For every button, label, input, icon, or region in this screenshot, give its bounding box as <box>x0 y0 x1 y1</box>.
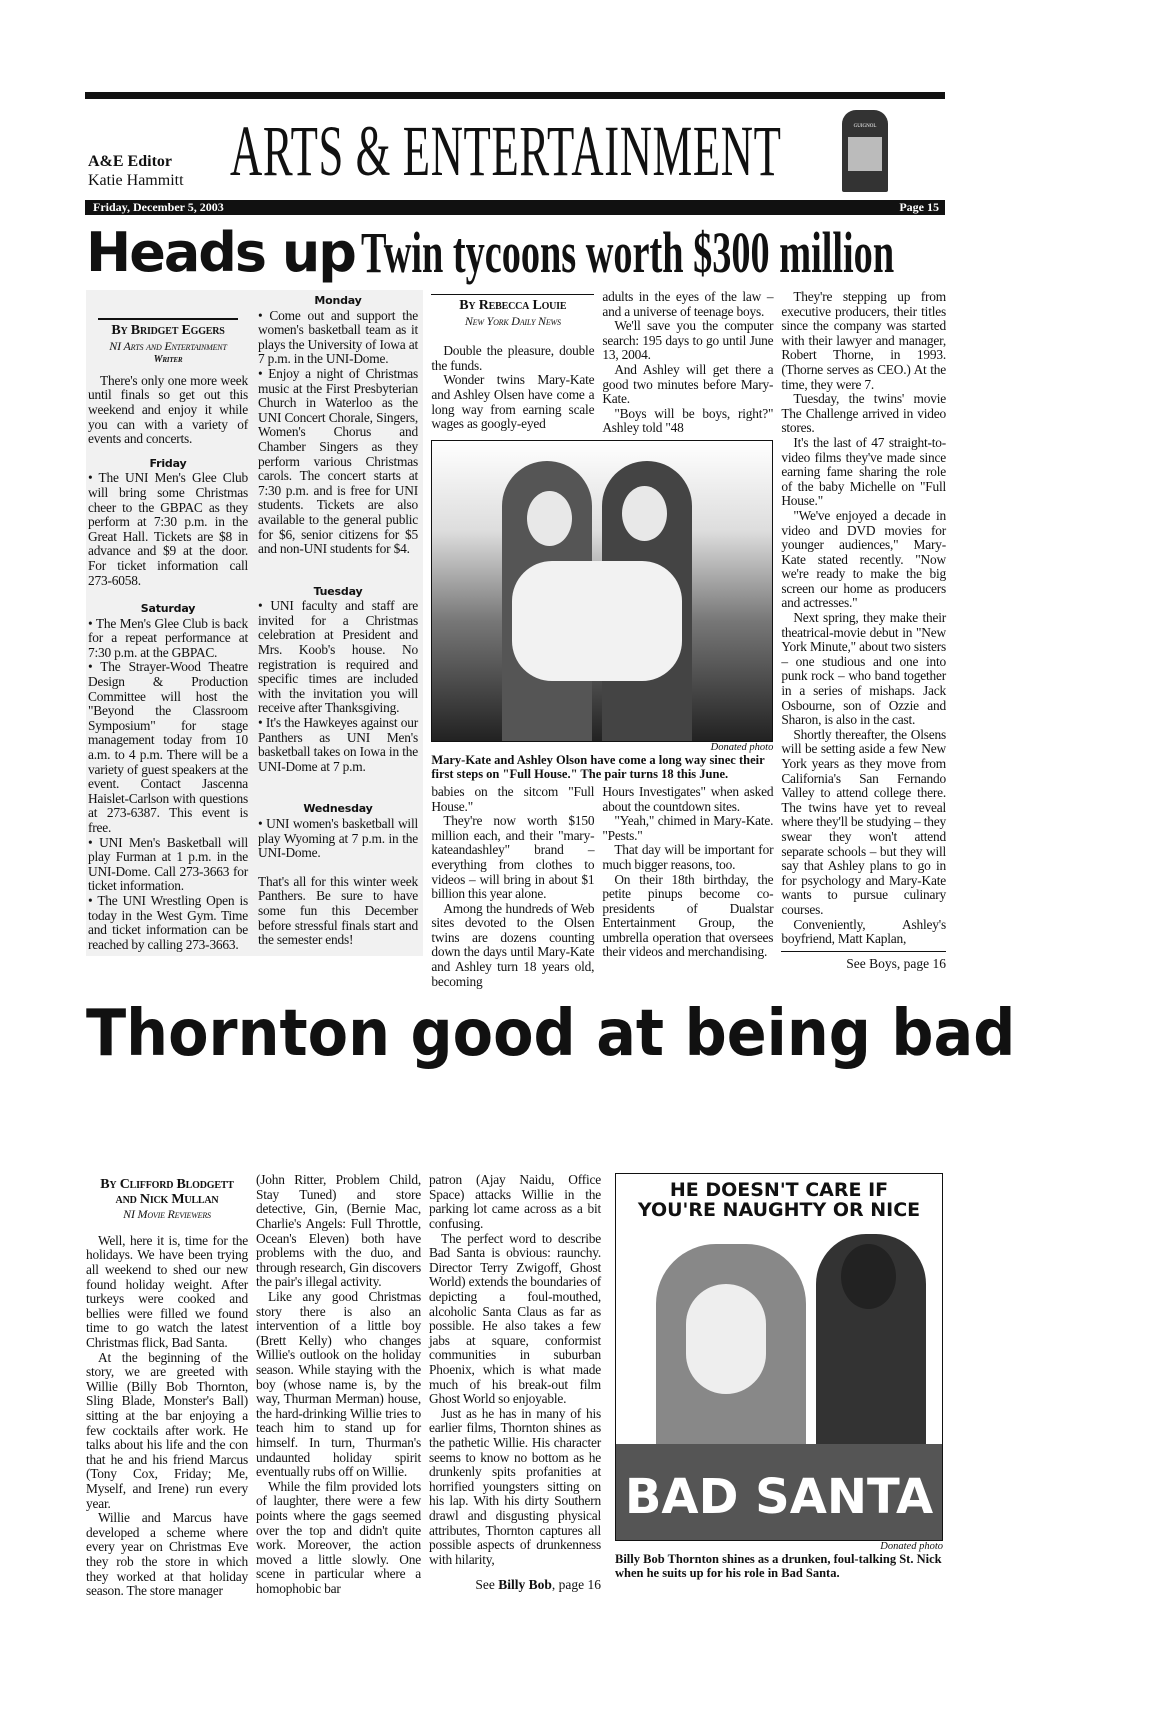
event-item: • UNI women's basketball will play Wyoming at 7 p.m. in the UNI-Dome. <box>258 816 418 861</box>
olsen-twins-photo <box>431 440 773 742</box>
paragraph: They're now worth $150 million each, and their "mary-kateandashley" brand – everything from clothes to videos – will bring in about $1 billion this year alone. <box>431 813 595 902</box>
paragraph: "Boys will be boys, right?" Ashley told "48 <box>602 405 774 436</box>
byline-rule <box>98 318 238 320</box>
heads-up-box <box>86 290 423 956</box>
lower-story <box>86 1173 946 1598</box>
thornton-headline: Thornton good at being bad <box>86 997 1016 1072</box>
twins-col-4-bottom <box>602 785 773 960</box>
twins-headline: Twin tycoons worth $300 million <box>360 220 895 285</box>
issue-date: Friday, December 5, 2003 <box>93 200 224 214</box>
paragraph: Just as he has in many of his earlier films, Thornton shines as the pathetic Willie. His character seems to know no bottom as he drunkenly spits profanities at horrified youngsters sitting on his lap. With his dirty Southern drawl and disgusting physical attributes, Thornton captures all possible aspects of drunkenness with hilarity, <box>429 1405 601 1567</box>
closing-note: That's all for this winter week Panthers. Be sure to have some fun this December before stressful finals start and the semester ends! <box>258 873 418 948</box>
heads-up-col-1 <box>88 294 248 952</box>
thornton-col-3-wrap <box>429 1173 601 1593</box>
event-item: • The Men's Glee Club is back for a repeat performance at 7:30 p.m. at the GBPAC. <box>88 615 248 660</box>
paragraph: That day will be important for much bigger reasons, too. <box>602 842 774 872</box>
paragraph: (John Ritter, Problem Child, Stay Tuned) and store detective, Gin, (Bernie Mac, Charlie's Angels: Full Throttle, Ocean's Eleven) both have problems with the duo, and through research, Gin discovers the pair's illegal activity. <box>256 1172 421 1290</box>
paragraph: While the film provided lots of laughter, there were a few points where the gags seemed over the top and didn't quite work. Moreover, the action moved a little slowly. One scene in particular where a homophobic bar <box>256 1478 421 1596</box>
paragraph: Among the hundreds of Web sites devoted to the Olsen twins are dozens counting down the days until Mary-Kate and Ashley turn 18 years old, becoming <box>431 900 595 989</box>
page-body <box>86 220 1016 1599</box>
editor-name: Katie Hammitt <box>88 172 184 189</box>
twins-col-3-top <box>431 290 594 432</box>
event-item: • The UNI Men's Glee Club will bring some Christmas cheer to the GBPAC as they perform at 7:30 p.m. in the Great Hall. Tickets are $8 in advance and $9 at the door. For ticket information call 273-6058. <box>88 470 248 588</box>
twins-bottom-columns <box>431 785 773 989</box>
paragraph: The perfect word to describe Bad Santa is obvious: raunchy. Director Terry Zwigoff, Ghost World) extends the boundaries of depicting a foul-mouthed, alcoholic Santa Claus as far as possible. He also takes a few jabs at square, conformist communities in suburban Phoenix, which is what made much of his break-out film Ghost World so enjoyable. <box>429 1230 601 1407</box>
jump-name: Billy Bob <box>498 1577 552 1593</box>
byline: By Bridget Eggers <box>111 323 225 338</box>
top-headlines <box>86 220 946 290</box>
event-item: • The Strayer-Wood Theatre Design & Production Committee will host the "Beyond the Classroom Symposium" for stage management today from 10 a.m. to 4 p.m. There will be a variety of guest speakers at the event. Contact Jascenna Haislet-Carlson with questions at 273-6387. This event is free. <box>88 659 248 835</box>
day-heading-wednesday: Wednesday <box>303 802 373 816</box>
heads-up-headline: Heads up <box>86 221 355 284</box>
twins-story <box>431 290 773 989</box>
paragraph: On their 18th birthday, the petite pinups become co-presidents of Dualstar Entertainment Group, the umbrella operation that oversees their videos and merchandising. <box>602 871 774 960</box>
event-item: • It's the Hawkeyes against our Panthers as UNI Men's basketball takes on Iowa in the UNI-Dome at 7 p.m. <box>258 715 418 774</box>
heads-up-col-2 <box>258 294 418 948</box>
paragraph: Willie and Marcus have developed a scheme where every year on Christmas Eve they rob the store in which they worked at that holiday season. The store manager <box>86 1510 248 1599</box>
byline-affiliation: NI Movie Reviewers <box>123 1207 211 1222</box>
puppet-theater-logo <box>842 110 888 192</box>
page-number: Page 15 <box>899 200 939 214</box>
section-title: ARTS & ENTERTAINMENT <box>230 111 782 191</box>
byline: By Rebecca Louie <box>459 298 567 313</box>
top-rule <box>85 92 945 99</box>
jump-suffix: , page 16 <box>551 1577 601 1593</box>
event-item: • UNI Men's Basketball will play Furman at 1 p.m. in the UNI-Dome. Call 273-3663 for ticket information. <box>88 834 248 894</box>
paragraph: Well, here it is, time for the holidays. We have been trying all weekend to shed our new found holiday weight. After turkeys were cooked and bellies were filled we found time to go watch the latest Christmas flick, Bad Santa. <box>86 1232 248 1350</box>
byline-role: Writer <box>153 354 183 366</box>
paragraph: "Yeah," chimed in Mary-Kate. "Pests." <box>602 813 774 843</box>
paragraph: And Ashley will get there a good two minutes before Mary-Kate. <box>602 361 774 407</box>
poster-wrap <box>615 1173 943 1580</box>
paragraph: Shortly thereafter, the Olsens will be setting aside a few New York years as they move from California's San Fernando Valley to attend college there. The twins have yet to reveal where they'll be studying – they swear they won't attend separate schools – but they will say that Ashley plans to go in for psychology and Mary-Kate wants to pursue culinary courses. <box>781 726 946 917</box>
twins-col-5 <box>781 290 946 947</box>
twins-col-4-top <box>602 290 773 436</box>
byline-1: By Clifford Blodgett <box>100 1177 234 1193</box>
paragraph: They're stepping up from executive producers, their titles since the company was started with their lawyer and manager, Robert Thorne, in 1993. (Thorne serves as CEO.) At the time, they were 7. <box>781 289 946 392</box>
photo-credit: Donated photo <box>710 741 774 753</box>
logo-text: GUIGNOL <box>853 124 877 129</box>
poster-title: BAD SANTA <box>624 1469 934 1526</box>
jump-rule <box>781 951 946 952</box>
paragraph: It's the last of 47 straight-to-video films they've made since earning fame sharing the role of the baby Michelle on "Full House." <box>781 434 946 509</box>
jump-prefix: See <box>475 1577 499 1593</box>
paragraph: Tuesday, the twins' movie The Challenge arrived in video stores. <box>781 391 946 436</box>
thornton-col-2 <box>256 1173 421 1596</box>
byline-affiliation: New York Daily News <box>464 313 561 328</box>
event-item: • UNI faculty and staff are invited for a Christmas celebration at President and Mrs. Koob's house. No registration is required and specific times are included with the invitation you will receive after Thanksgiving. <box>258 598 418 716</box>
jump-link-boys[interactable]: See Boys, page 16 <box>846 955 946 971</box>
upper-stories <box>86 290 946 989</box>
paragraph: Hours Investigates" when asked about the countdown sites. <box>602 783 774 814</box>
day-heading-saturday: Saturday <box>140 602 196 616</box>
thornton-col-1 <box>86 1173 248 1598</box>
day-heading-tuesday: Tuesday <box>313 584 363 598</box>
twins-top-columns <box>431 290 773 436</box>
intro: There's only one more week until finals so get out this weekend and enjoy it while you can with a variety of events and concerts. <box>88 372 248 447</box>
thornton-col-3 <box>429 1173 601 1567</box>
day-heading-friday: Friday <box>149 456 187 470</box>
paragraph: At the beginning of the story, we are greeted with Willie (Billy Bob Thornton, Sling Blade, Monster's Ball) sitting at the bar enjoying a few cocktails after work. He talks about his life and the con that he and his friend Marcus (Tony Cox, Friday; Me, Myself, and Irene) run every year. <box>86 1349 248 1511</box>
photo-caption: Mary-Kate and Ashley Olson have come a long way sinec their first steps on "Full House." The pair turns 18 this June. <box>431 752 765 781</box>
poster-credit: Donated photo <box>880 1541 943 1553</box>
byline <box>86 1177 248 1207</box>
date-bar <box>85 200 945 215</box>
poster-caption: Billy Bob Thornton shines as a drunken, foul-talking St. Nick when he suits up for his role in Bad Santa. <box>615 1552 942 1581</box>
event-item: • Enjoy a night of Christmas music at the First Presbyterian Church in Waterloo as the UNI Concert Chorale, Singers, Women's Chorus and Chamber Singers as they perform various Christmas carols. The concert starts at 7:30 p.m. and is free for UNI students. Tickets are also available to the general public for $6, senior citizens for $5 and non-UNI students for $4. <box>258 365 418 557</box>
paragraph: Like any good Christmas story there is also an intervention of a little boy (Brett Kelly) who changes Willie's outlook on the holiday season. While staying with the boy (whose name is, by the way, Thurman Merman) house, the hard-drinking Willie tries to teach him to stand up for himself. In turn, Thurman's undaunted holiday spirit eventually rubs off on Willie. <box>256 1289 421 1480</box>
paragraph: Next spring, they make their theatrical-movie debut in "New York Minute," about two sisters – one studious and one into punk rock – who band together in a series of mishaps. Jack Osbourne, son of Ozzie and Sharon, is also in the cast. <box>781 610 946 728</box>
twins-col-3-bottom <box>431 785 594 989</box>
paragraph: adults in the eyes of the law – and a universe of teenage boys. <box>602 289 774 319</box>
poster-tagline: HE DOESN'T CARE IF YOU'RE NAUGHTY OR NICE <box>637 1179 921 1222</box>
editor-credit <box>88 152 184 190</box>
bad-santa-poster <box>615 1173 943 1541</box>
twins-rule <box>431 294 594 295</box>
jump-link-billy-bob[interactable] <box>429 1577 601 1593</box>
paragraph: Conveniently, Ashley's boyfriend, Matt Kaplan, <box>781 916 946 947</box>
byline-affiliation: NI Arts and Entertainment <box>109 338 227 353</box>
paragraph: babies on the sitcom "Full House." <box>431 783 595 814</box>
paragraph: Double the pleasure, double the funds. <box>431 343 595 373</box>
event-item: • The UNI Wrestling Open is today in the West Gym. Time and ticket information can be reached by calling 273-3663. <box>88 892 248 952</box>
paragraph: We'll save you the computer search: 195 days to go until June 13, 2004. <box>602 318 774 363</box>
paragraph: patron (Ajay Naidu, Office Space) attacks Willie in the parking lot came across as a bit confusing. <box>429 1172 601 1232</box>
event-item: • Come out and support the women's basketball team as it plays the University of Iowa at 7 p.m. in the UNI-Dome. <box>258 307 418 367</box>
byline-2: and Nick Mullan <box>115 1192 219 1208</box>
paragraph: Wonder twins Mary-Kate and Ashley Olsen have come a long way from earning scale wages as googly-eyed <box>431 372 595 432</box>
day-heading-monday: Monday <box>314 294 362 307</box>
paragraph: "We've enjoyed a decade in video and DVD movies for younger audiences," Mary-Kate stated recently. "Now we're ready to make the big screen our home as producers and actresses." <box>781 507 946 611</box>
editor-label: A&E Editor <box>88 153 172 170</box>
twins-col-5-wrap <box>781 290 946 972</box>
